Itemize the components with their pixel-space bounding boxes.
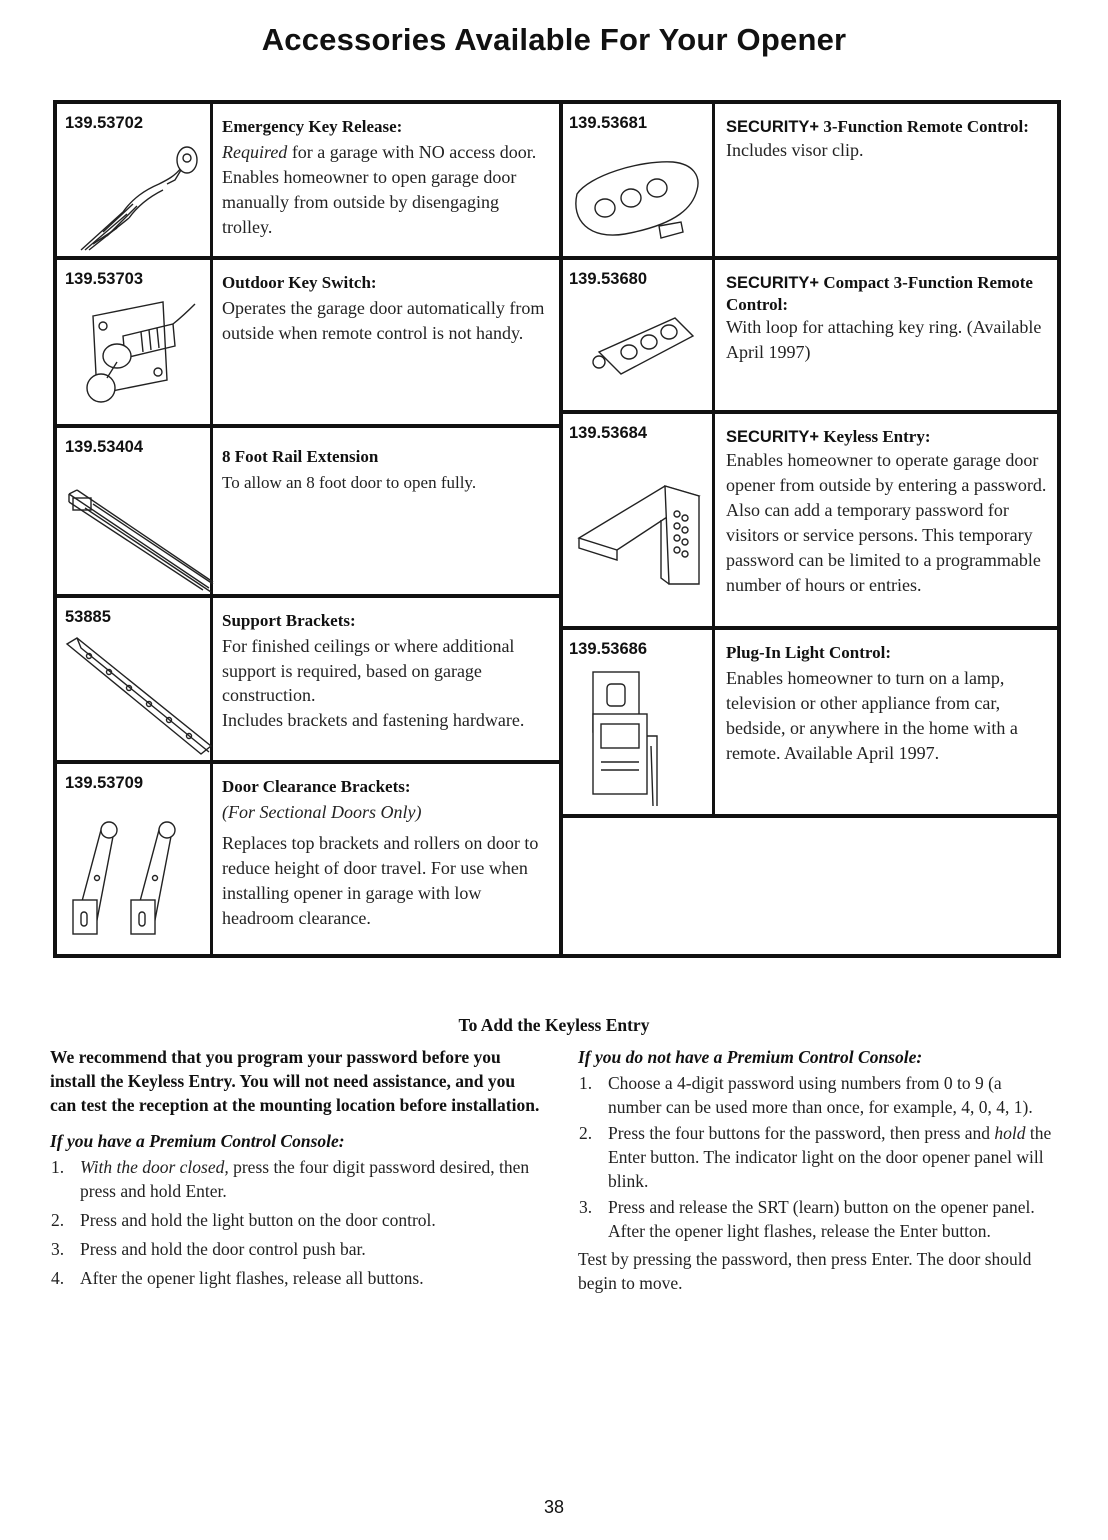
no-premium-heading: If you do not have a Premium Control Console: [578, 1047, 923, 1067]
door-clearance-brackets-illustration [63, 800, 203, 940]
rail-extension-illustration [63, 464, 213, 594]
item-note: (For Sectional Doors Only) [222, 802, 422, 822]
accessory-outdoor-key-switch [57, 256, 559, 424]
accessory-door-clearance-brackets [57, 760, 559, 954]
list-item: 2. Press and hold the light button on the door control. [51, 1210, 436, 1230]
remote-control-illustration [569, 140, 709, 252]
item-description: To allow an 8 foot door to open fully. [222, 473, 477, 492]
list-item: 3. Press and hold the door control push bar. [51, 1239, 366, 1259]
item-title: SECURITY+ 3-Function Remote Control: [726, 117, 1029, 136]
part-number: 139.53686 [569, 640, 647, 658]
item-title: Outdoor Key Switch: [222, 273, 377, 292]
compact-remote-illustration [569, 296, 709, 396]
accessory-rail-extension [57, 424, 559, 594]
item-title: SECURITY+ Compact 3-Function Remote Control: [726, 273, 1033, 314]
accessory-plug-in-light-control [563, 626, 1057, 814]
accessory-compact-remote [563, 256, 1057, 410]
part-number: 139.53680 [569, 270, 647, 288]
part-number: 139.53684 [569, 424, 647, 442]
accessory-emergency-key-release [57, 104, 559, 256]
list-item: 3. Press and release the SRT (learn) button on the opener panel. After the opener light flashes, release the Enter button. [579, 1197, 1035, 1241]
item-description: Replaces top brackets and rollers on door to reduce height of door travel. For use when installing opener in garage with low headroom clearance. [222, 833, 539, 928]
list-item: 2. Press the four buttons for the password, then press and hold the Enter button. The indicator light on the door opener panel will blink. [579, 1123, 1052, 1191]
part-number: 139.53703 [65, 270, 143, 288]
part-number: 139.53702 [65, 114, 143, 132]
accessories-table [53, 100, 1061, 958]
item-description: With loop for attaching key ring. (Available April 1997) [726, 317, 1042, 362]
support-brackets-illustration [63, 634, 211, 758]
accessories-right-column [559, 104, 1057, 954]
keyless-entry-illustration [569, 450, 709, 600]
empty-cell [563, 814, 1057, 954]
keyless-entry-instructions [0, 1015, 1108, 1293]
item-title: 8 Foot Rail Extension [222, 447, 379, 466]
list-item: 1. With the door closed, press the four digit password desired, then press and hold Enter. [51, 1157, 530, 1201]
item-title: Door Clearance Brackets: [222, 777, 411, 796]
part-number: 53885 [65, 608, 111, 626]
accessories-left-column [57, 104, 559, 954]
premium-steps [50, 1155, 545, 1290]
keyless-left-column [50, 1045, 545, 1295]
no-premium-steps [578, 1071, 1058, 1243]
item-description: Enables homeowner to operate garage door opener from outside by entering a password. Also can add a temporary password for visitors or service persons. This temporary password can be limited to a programmable number of hours or entries. [726, 450, 1047, 595]
page-number: 38 [543, 1497, 565, 1517]
accessory-support-brackets [57, 594, 559, 760]
part-number: 139.53709 [65, 774, 143, 792]
list-item: 4. After the opener light flashes, release all buttons. [51, 1268, 424, 1288]
keyless-intro: We recommend that you program your password before you install the Keyless Entry. You will not need assistance, and you can test the reception at the mounting location before installation. [50, 1047, 540, 1115]
item-description: Enables homeowner to turn on a lamp, television or other appliance from car, bedside, or anywhere in the home with a remote. Available April 1997. [726, 668, 1018, 763]
plug-in-light-control-illustration [569, 666, 709, 806]
part-number: 139.53404 [65, 438, 143, 456]
item-description: For finished ceilings or where additional support is required, based on garage construction. [222, 636, 515, 705]
premium-heading: If you have a Premium Control Console: [50, 1131, 345, 1151]
accessory-3-function-remote [563, 104, 1057, 256]
item-description: Operates the garage door automatically from outside when remote control is not handy. [222, 298, 545, 343]
outdoor-key-switch-illustration [63, 296, 203, 416]
item-title: SECURITY+ Keyless Entry: [726, 427, 931, 446]
item-title: Plug-In Light Control: [726, 643, 891, 662]
accessory-keyless-entry [563, 410, 1057, 626]
keyless-right-column [578, 1045, 1058, 1295]
item-title: Support Brackets: [222, 611, 356, 630]
item-description: Required for a garage with NO access door. Enables homeowner to open garage door manually from outside by disengaging trolley. [222, 142, 537, 237]
part-number: 139.53681 [569, 114, 647, 132]
list-item: 1. Choose a 4-digit password using numbers from 0 to 9 (a number can be used more than once, for example, 4, 0, 4, 1). [579, 1073, 1033, 1117]
emergency-key-release-illustration [63, 140, 203, 252]
test-instructions: Test by pressing the password, then press Enter. The door should begin to move. [578, 1249, 1032, 1293]
item-description: Includes visor clip. [726, 140, 864, 160]
keyless-heading: To Add the Keyless Entry [458, 1015, 650, 1035]
page-title: Accessories Available For Your Opener [261, 22, 847, 57]
item-title: Emergency Key Release: [222, 117, 403, 136]
item-description-2: Includes brackets and fastening hardware. [222, 709, 525, 730]
